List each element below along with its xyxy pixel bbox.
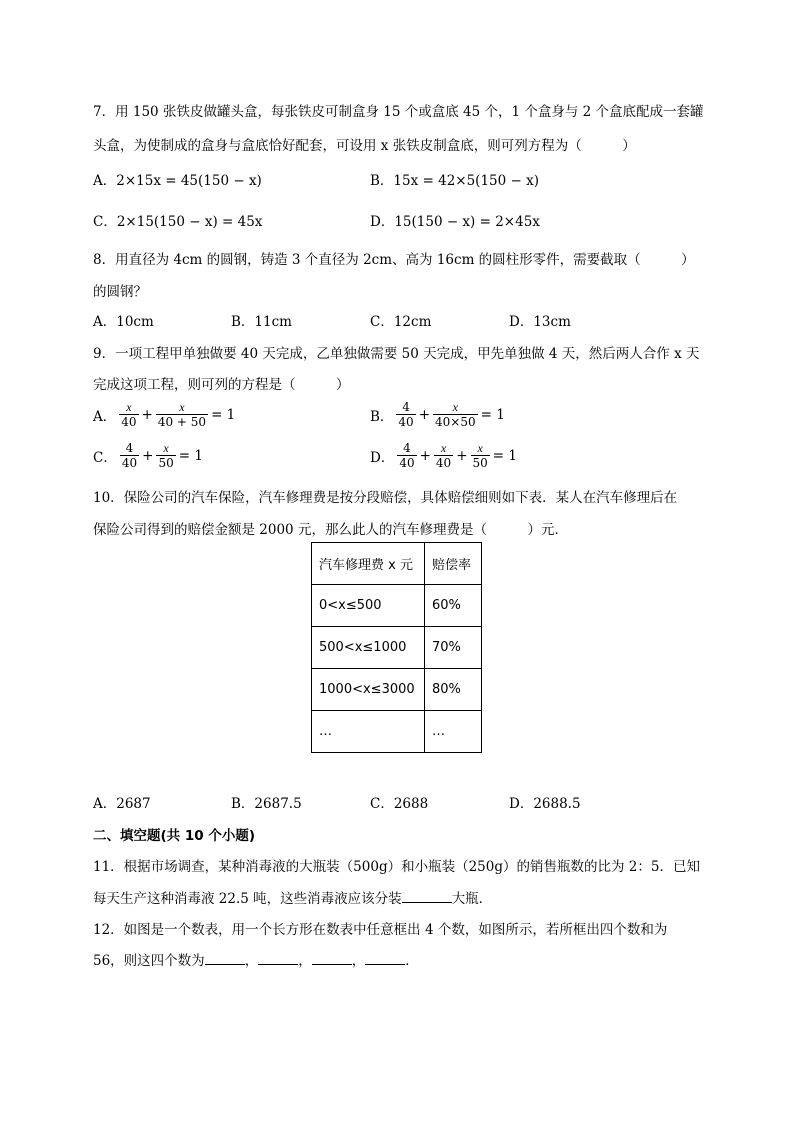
section-heading-fill-blank: 二、填空题(共 10 个小题) bbox=[93, 828, 256, 844]
plus-sign: + bbox=[142, 447, 154, 464]
q9-stem-line2: 完成这项工程，则可列的方程是（ ） bbox=[93, 377, 350, 393]
denominator: 40 + 50 bbox=[157, 415, 207, 429]
plus-sign: + bbox=[418, 406, 431, 423]
plus-sign: + bbox=[456, 447, 468, 464]
q10-option-c[interactable]: C．2688 bbox=[370, 796, 429, 812]
fraction bbox=[396, 400, 415, 429]
q8-option-b[interactable]: B．11cm bbox=[231, 314, 292, 330]
answer-blank-4[interactable] bbox=[365, 952, 405, 965]
q12-stem-line1: 12．如图是一个数表，用一个长方形在数表中任意框出 4 个数，如图所示，若所框出四个数和为 bbox=[93, 922, 668, 938]
q10-stem-line1: 10．保险公司的汽车保险，汽车修理费是按分段赔偿，具体赔偿细则如下表．某人在汽车修理后在 bbox=[93, 490, 678, 506]
fraction bbox=[433, 400, 478, 429]
denominator: 40 bbox=[399, 456, 415, 470]
denominator: 50 bbox=[472, 456, 488, 470]
table-header-cell: 赔偿率 bbox=[425, 543, 482, 585]
equals-one: = 1 bbox=[178, 447, 203, 464]
q11-stem-line1: 11．根据市场调查，某种消毒液的大瓶装（500g）和小瓶装（250g）的销售瓶数的比为 2：5．已知 bbox=[93, 859, 700, 875]
table-row bbox=[312, 711, 482, 753]
table-row bbox=[312, 669, 482, 711]
q7-option-c[interactable]: C．2×15(150 − x) = 45x bbox=[93, 214, 263, 230]
denominator: 40 bbox=[121, 456, 138, 470]
table-cell: … bbox=[425, 711, 482, 753]
q11-text: 每天生产这种消毒液 22.5 吨，这些消毒液应该分装 bbox=[93, 891, 402, 907]
option-label: C． bbox=[93, 449, 117, 466]
equals-one: = 1 bbox=[492, 447, 517, 464]
option-label: A． bbox=[93, 408, 117, 425]
table-cell: 1000<x≤3000 bbox=[312, 669, 425, 711]
table-cell: 500<x≤1000 bbox=[312, 627, 425, 669]
q9-option-c[interactable] bbox=[93, 441, 203, 470]
answer-blank-3[interactable] bbox=[312, 952, 352, 965]
table-cell: … bbox=[312, 711, 425, 753]
denominator: 40 bbox=[435, 456, 452, 470]
answer-blank-2[interactable] bbox=[258, 952, 298, 965]
table-header-cell: 汽车修理费 x 元 bbox=[312, 543, 425, 585]
q8-option-d[interactable]: D．13cm bbox=[509, 314, 571, 330]
q10-stem-line2: 保险公司得到的赔偿金额是 2000 元，那么此人的汽车修理费是（ ）元． bbox=[93, 522, 568, 538]
answer-blank-1[interactable] bbox=[205, 952, 245, 965]
q9-option-b[interactable] bbox=[370, 400, 505, 429]
numerator: x bbox=[440, 441, 447, 455]
fraction bbox=[471, 441, 490, 470]
table-cell: 70% bbox=[425, 627, 482, 669]
q7-option-b[interactable]: B．15x = 42×5(150 − x) bbox=[370, 173, 539, 189]
q12-stem-line2 bbox=[93, 949, 419, 969]
table-cell: 60% bbox=[425, 585, 482, 627]
compensation-table bbox=[311, 542, 482, 753]
q8-option-a[interactable]: A．10cm bbox=[93, 314, 154, 330]
q9-stem-line1: 9．一项工程甲单独做要 40 天完成，乙单独做需要 50 天完成，甲先单独做 4 天，然后两人合作 x 天 bbox=[93, 346, 700, 362]
q10-option-b[interactable]: B．2687.5 bbox=[231, 796, 302, 812]
comma: ， bbox=[298, 953, 312, 969]
fraction bbox=[434, 441, 453, 470]
q11-text-end: 大瓶． bbox=[451, 891, 493, 907]
q9-option-d[interactable] bbox=[370, 441, 517, 470]
numerator: x bbox=[452, 400, 458, 414]
numerator: x bbox=[163, 441, 169, 455]
numerator: x bbox=[179, 400, 185, 414]
q8-option-c[interactable]: C．12cm bbox=[370, 314, 432, 330]
table-row bbox=[312, 585, 482, 627]
denominator: 40 bbox=[121, 415, 137, 429]
q9-option-a[interactable] bbox=[93, 400, 235, 429]
plus-sign: + bbox=[419, 447, 431, 464]
q7-option-a[interactable]: A．2×15x = 45(150 − x) bbox=[93, 173, 262, 189]
q12-text: 56，则这四个数为 bbox=[93, 953, 205, 969]
fraction bbox=[120, 441, 139, 470]
q7-stem-line2: 头盒，为使制成的盒身与盒底恰好配套，可设用 x 张铁皮制盒底，则可列方程为（ ） bbox=[93, 138, 636, 154]
table-row bbox=[312, 627, 482, 669]
fraction bbox=[156, 400, 208, 429]
q11-stem-line2 bbox=[93, 887, 492, 907]
comma: ， bbox=[351, 953, 366, 969]
answer-blank[interactable] bbox=[402, 890, 452, 903]
numerator: 4 bbox=[403, 441, 411, 455]
numerator: 4 bbox=[125, 441, 134, 455]
fraction bbox=[156, 441, 175, 470]
equals-one: = 1 bbox=[211, 406, 236, 423]
table-cell: 0<x≤500 bbox=[312, 585, 425, 627]
equals-one: = 1 bbox=[480, 406, 505, 423]
option-label: D． bbox=[370, 449, 395, 466]
q10-option-a[interactable]: A．2687 bbox=[93, 796, 151, 812]
numerator: 4 bbox=[402, 400, 410, 414]
denominator: 40 bbox=[398, 415, 414, 429]
fraction bbox=[397, 441, 416, 470]
q7-stem-line1: 7．用 150 张铁皮做罐头盒，每张铁皮可制盒身 15 个或盒底 45 个，1 个盒身与 2 个盒底配成一套罐 bbox=[93, 104, 704, 120]
q10-option-d[interactable]: D．2688.5 bbox=[509, 796, 581, 812]
fraction bbox=[119, 400, 138, 429]
q8-stem-line1: 8．用直径为 4cm 的圆钢，铸造 3 个直径为 2cm、高为 16cm 的圆柱形零件，需要截取（ ） bbox=[93, 252, 695, 268]
numerator: x bbox=[126, 400, 132, 414]
denominator: 50 bbox=[158, 456, 174, 470]
table-header-row bbox=[312, 543, 482, 585]
q8-stem-line2: 的圆钢？ bbox=[93, 284, 147, 300]
q7-option-d[interactable]: D．15(150 − x) = 2×45x bbox=[370, 214, 540, 230]
plus-sign: + bbox=[141, 406, 153, 423]
table-cell: 80% bbox=[425, 669, 482, 711]
denominator: 40×50 bbox=[435, 415, 476, 429]
comma: ， bbox=[244, 953, 259, 969]
period: ． bbox=[405, 953, 419, 969]
option-label: B． bbox=[370, 408, 394, 425]
numerator: x bbox=[477, 441, 483, 455]
